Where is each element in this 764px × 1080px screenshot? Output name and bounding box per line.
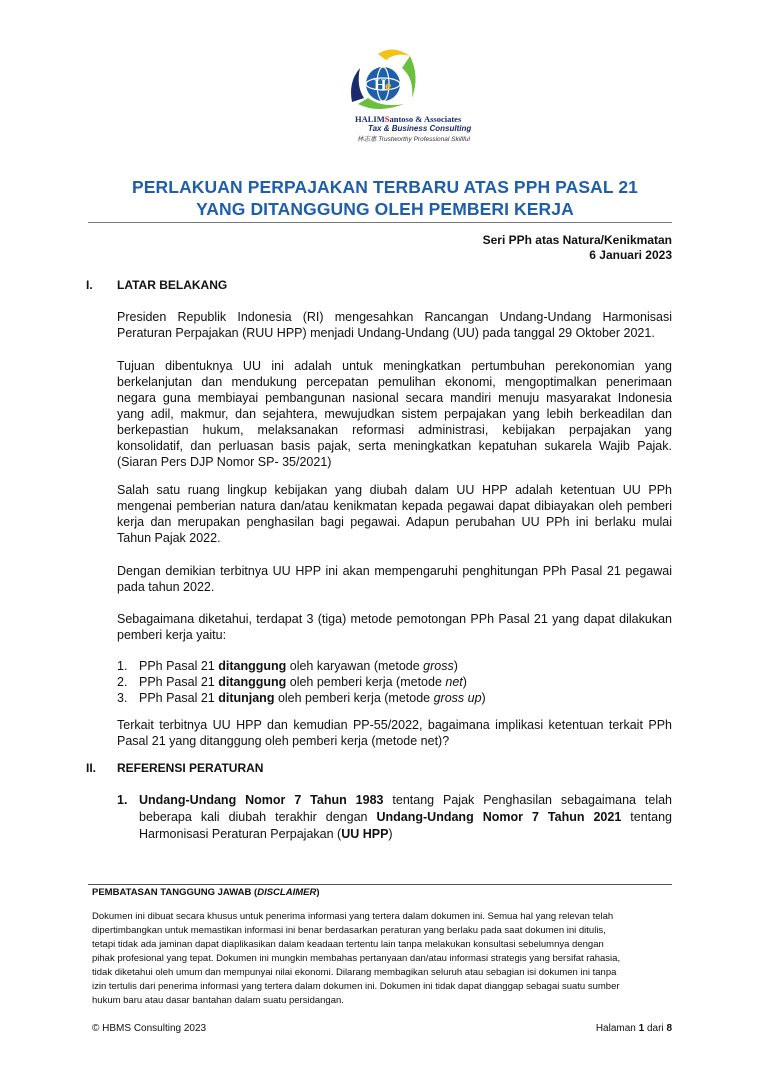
list-item-method-3: 3. PPh Pasal 21 ditunjang oleh pemberi kerja (metode gross up): [117, 691, 486, 705]
svg-text:H: H: [374, 77, 387, 94]
footer-page-number: Halaman 1 dari 8: [595, 1023, 672, 1034]
paragraph-4: Dengan demikian terbitnya UU HPP ini akan mempengaruhi penghitungan PPh Pasal 21 pegawai pada tahun 2022.: [117, 564, 672, 594]
logo-motto: 林志惠 Trustworthy Professional Skillful: [357, 136, 470, 143]
disclaimer-divider: [88, 884, 672, 885]
paragraph-5: Sebagaimana diketahui, terdapat 3 (tiga) metode pemotongan PPh Pasal 21 yang dapat dilakukan pemberi kerja yaitu:: [117, 612, 672, 642]
list-item-method-2: 2. PPh Pasal 21 ditanggung oleh pemberi kerja (metode net): [117, 675, 467, 689]
paragraph-1: Presiden Republik Indonesia (RI) mengesahkan Rancangan Undang-Undang Harmonisasi Peraturan Perpajakan (RUU HPP) menjadi Undang-Undang (UU) pada tanggal 29 Oktober 2021.: [117, 310, 672, 340]
paragraph-3: Salah satu ruang lingkup kebijakan yang diubah dalam UU HPP adalah ketentuan UU PPh mengenai pemberian natura dan/atau kenikmatan kepada pegawai dapat dibiayakan oleh pemberi kerja dan merupakan penghasilan bagi pegawai. Adapun perubahan UU PPh ini berlaku mulai Tahun Pajak 2022.: [117, 483, 672, 545]
list-item-method-1: 1. PPh Pasal 21 ditanggung oleh karyawan (metode gross): [117, 659, 458, 673]
logo-company-name: HALIMSantoso & Associates: [355, 114, 462, 124]
disclaimer-body: Dokumen ini dibuat secara khusus untuk penerima informasi yang tertera dalam dokumen ini. Semua hal yang relevan telah dipertimbangkan untuk memastikan informasi ini benar berdasarkan peraturan yang berlaku pada saat dokumen ini ditulis, tetapi tidak ada jaminan dapat diaplikasikan dalam keadaan tertentu lain tanpa melakukan konsultasi sebelumnya dengan pihak profesional yang tepat. Dokumen ini mungkin membahas pertanyaan dan/atau informasi strategis yang bersifat rahasia, tidak diketahui oleh umum dan mempunyai nilai ekonomi. Dilarang membagikan seluruh atau sebagian isi dokumen ini tanpa izin tertulis dari penerima informasi yang tertera dalam dokumen ini. Dokumen ini tidak dapat dianggap sebagai suatu sumber hukum baru atau dasar bantahan dalam suatu persidangan.: [92, 911, 621, 1006]
footer-copyright: © HBMS Consulting 2023: [92, 1023, 207, 1034]
disclaimer-title: PEMBATASAN TANGGUNG JAWAB (DISCLAIMER): [92, 887, 320, 898]
document-title-line-1: PERLAKUAN PERPAJAKAN TERBARU ATAS PPH PASAL 21: [132, 177, 638, 197]
paragraph-6: Terkait terbitnya UU HPP dan kemudian PP-55/2022, bagaimana implikasi ketentuan terkait PPh Pasal 21 yang ditanggung oleh pemberi kerja (metode net)?: [117, 718, 672, 748]
logo-tagline: Tax & Business Consulting: [368, 124, 472, 133]
series-name: Seri PPh atas Natura/Kenikmatan: [482, 233, 672, 247]
document-date: 6 Januari 2023: [589, 248, 672, 262]
title-divider: [88, 222, 672, 223]
document-title-line-2: YANG DITANGGUNG OLEH PEMBERI KERJA: [196, 199, 574, 219]
paragraph-2: Tujuan dibentuknya UU ini adalah untuk meningkatkan pertumbuhan perekonomian yang berkelanjutan dan mendukung percepatan pemulihan ekonomi, mengoptimalkan penerimaan negara guna membiayai pembangunan nasional secara mandiri menuju masyarakat Indonesia yang adil, makmur, dan sejahtera, mewujudkan sistem perpajakan yang lebih berkeadilan dan berkepastian hukum, melaksanakan reformasi administrasi, kebijakan perpajakan yang konsolidatif, dan perluasan basis pajak, serta meningkatkan kepatuhan sukarela Wajib Pajak. (Siaran Pers DJP Nomor SP- 35/2021): [117, 359, 672, 469]
hbms-logo-icon: [338, 46, 448, 116]
svg-text:e: e: [385, 79, 392, 94]
